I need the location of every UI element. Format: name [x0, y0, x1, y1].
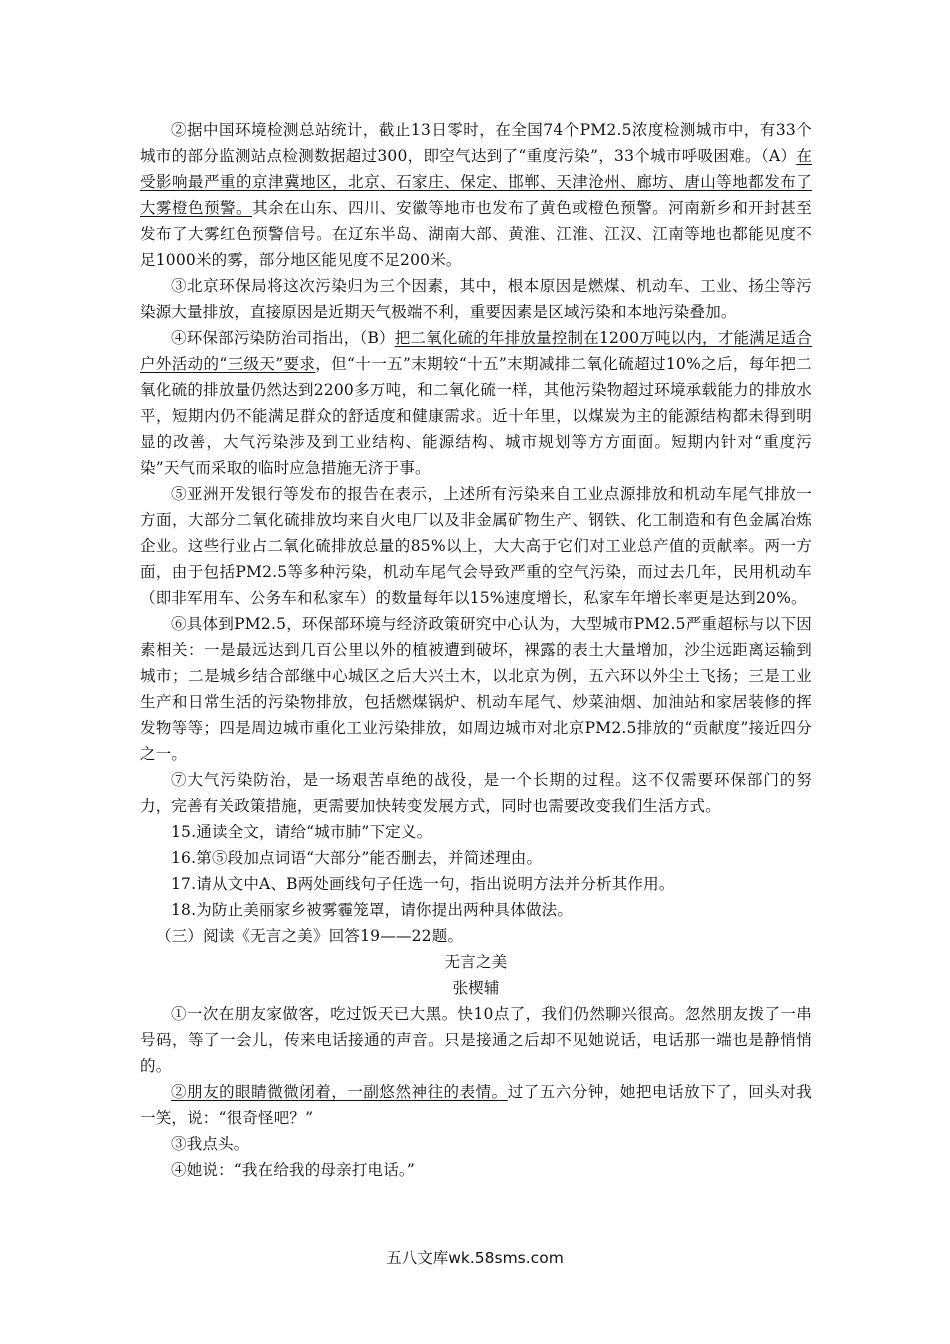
article-paragraph-4: ④她说：“我在给我的母亲打电话。” — [171, 1161, 415, 1179]
paragraph-2 — [140, 117, 812, 273]
paragraph-6: ⑥具体到PM2.5，环保部环境与经济政策研究中心认为，大型城市PM2.5严重超标与以下因素相关：一是最远达到几百公里以外的植被遭到破坏，裸露的表土大量增加，沙尘远距离运输到城市；二是城乡结合部继中心城区之后大兴土木，以北京为例，五六环以外尘土飞扬；三是工业生产和日常生活的污染物排放，包括燃煤锅炉、机动车尾气、炒菜油烟、加油站和家居装修的挥发物等等；四是周边城市重化工业污染排放，如周边城市对北京PM2.5排放的“贡献度”接近四分之一。 — [140, 615, 812, 763]
question-18: 18.为防止美丽家乡被雾霾笼罩，请你提出两种具体做法。 — [171, 901, 574, 919]
paragraph-3: ③北京环保局将这次污染归为三个因素，其中，根本原因是燃煤、机动车、工业、扬尘等污染源大量排放，直接原因是近期天气极端不利，重要因素是区域污染和本地污染叠加。 — [140, 277, 812, 321]
marker-b: （B） — [359, 329, 395, 347]
section-3-heading: （三）阅读《无言之美》回答19——22题。 — [156, 927, 464, 945]
article-title: 无言之美 — [444, 953, 508, 971]
article-paragraph-2-rest: 过了五六分钟，她把电话放下了，回头对我一笑，说：“很奇怪吧？” — [140, 1083, 812, 1127]
article-author: 张楔辅 — [452, 979, 500, 997]
paragraph-4-text-rest: ，但“十一五”末期较“十五”末期减排二氧化硫超过10%之后，每年把二氧化硫的排放量仍然达到2200多万吨，和二氧化硫一样，其他污染物超过环境承载能力的排放水平，短期内仍不能满足群众的舒适度和健康需求。近十年里，以煤炭为主的能源结构都未得到明显的改善，大气污染涉及到工业结构、能源结构、城市规划等方方面面。短期内针对“重度污染”天气而采取的临时应急措施无济于事。 — [140, 355, 813, 477]
question-15: 15.通读全文，请给“城市肺”下定义。 — [171, 823, 433, 841]
underlined-sentence-b: 把二氧化硫的年排放量控制在1200万吨以内，才能满足适合户外活动的“三级天”要求 — [140, 329, 812, 373]
article-paragraph-3: ③我点头。 — [171, 1135, 250, 1153]
document-page — [140, 117, 812, 1183]
question-17: 17.请从文中A、B两处画线句子任选一句，指出说明方法并分析其作用。 — [171, 875, 675, 893]
underlined-sentence-article: ②朋友的眼睛微微闭着，一副悠然神往的表情。 — [171, 1083, 508, 1101]
footer-watermark: 五八文库wk.58sms.com — [386, 1249, 564, 1267]
article-paragraph-2 — [140, 1079, 812, 1131]
underlined-sentence-a: 在受影响最严重的京津冀地区，北京、石家庄、保定、邯郸、天津沧州、廊坊、唐山等地都发布了大雾橙色预警。 — [140, 147, 813, 217]
paragraph-2-text-rest: 其余在山东、四川、安徽等地市也发布了黄色或橙色预警。河南新乡和开封甚至发布了大雾红色预警信号。在辽东半岛、湖南大部、黄淮、江淮、江汉、江南等地也都能见度不足1000米的雾，部分地区能见度不足200米。 — [140, 199, 812, 269]
paragraph-2-text: ②据中国环境检测总站统计，截止13日零时，在全国74个PM2.5浓度检测城市中，有33个城市的部分监测站点检测数据超过300，即空气达到了“重度污染”，33个城市呼吸困难。 — [140, 121, 812, 165]
paragraph-4 — [140, 325, 812, 481]
question-16: 16.第⑤段加点词语“大部分”能否删去，并简述理由。 — [171, 849, 543, 867]
paragraph-5: ⑤亚洲开发银行等发布的报告在表示，上述所有污染来自工业点源排放和机动车尾气排放一方面，大部分二氧化硫排放均来自火电厂以及非金属矿物生产、钢铁、化工制造和有色金属冶炼企业。这些行业占二氧化硫排放总量的85%以上，大大高于它们对工业总产值的贡献率。两一方面，由于包括PM2.5等多种污染，机动车尾气会导致严重的空气污染，而过去几年，民用机动车（即非军用车、公务车和私家车）的数量每年以15%速度增长，私家车年增长率更是达到20%。 — [140, 485, 812, 607]
marker-a: （A） — [760, 147, 797, 165]
paragraph-4-text: ④环保部污染防治司指出， — [171, 329, 360, 347]
article-paragraph-1: ①一次在朋友家做客，吃过饭天已大黑。快10点了，我们仍然聊兴很高。忽然朋友拨了一串号码，等了一会儿，传来电话接通的声音。只是接通之后却不见她说话，电话那一端也是静悄悄的。 — [140, 1005, 812, 1075]
paragraph-7: ⑦大气污染防治，是一场艰苦卓绝的战役，是一个长期的过程。这不仅需要环保部门的努力，完善有关政策措施，更需要加快转变发展方式，同时也需要改变我们生活方式。 — [140, 771, 812, 815]
